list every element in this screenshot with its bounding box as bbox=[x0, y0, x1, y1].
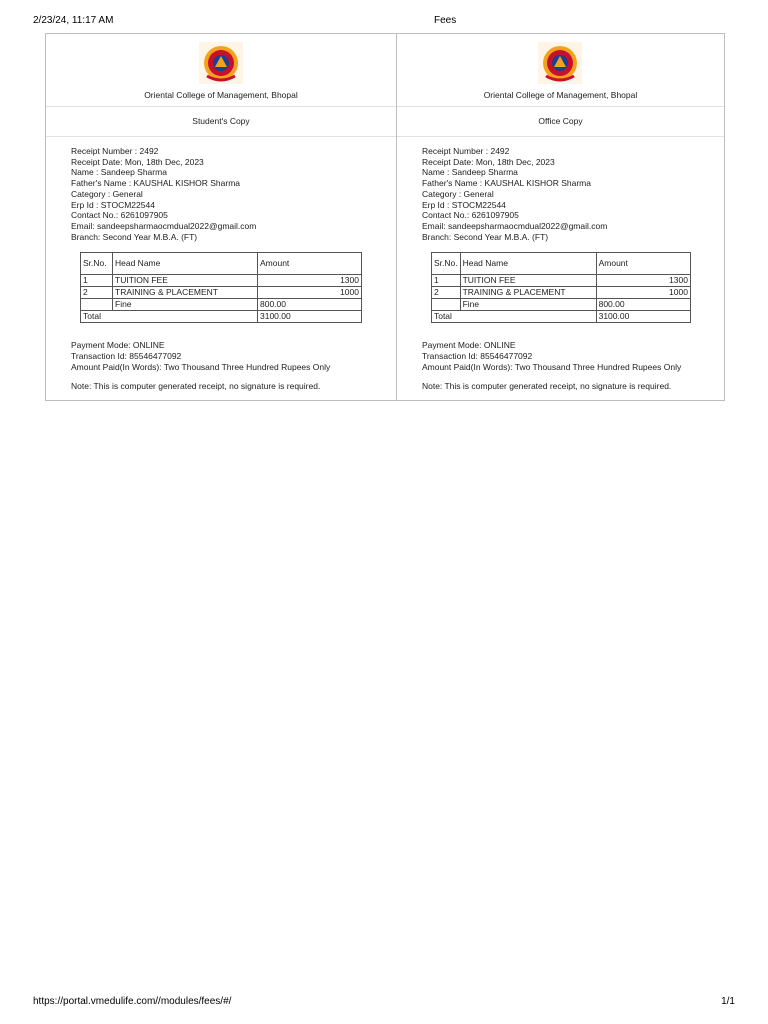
copy-label: Student's Copy bbox=[46, 106, 396, 137]
student-name: Name : Sandeep Sharma bbox=[71, 167, 167, 178]
branch: Branch: Second Year M.B.A. (FT) bbox=[421, 231, 549, 242]
print-title: Fees bbox=[434, 15, 457, 26]
print-datetime: 2/23/24, 11:17 AM bbox=[33, 15, 114, 26]
table-cell bbox=[431, 299, 460, 311]
table-cell: 800.00 bbox=[596, 299, 690, 311]
table-cell bbox=[81, 299, 113, 311]
page-number: 1/1 bbox=[721, 996, 735, 1007]
receipt-date: Receipt Date: Mon, 18th Dec, 2023 bbox=[421, 156, 555, 167]
column-header: Head Name bbox=[113, 253, 258, 275]
table-cell: 1000 bbox=[596, 287, 690, 299]
amount-in-words: Amount Paid(In Words): Two Thousand Three Hundred Rupees Only bbox=[71, 361, 331, 372]
copy-label: Office Copy bbox=[397, 106, 724, 137]
table-header-row bbox=[81, 253, 362, 275]
student-name: Name : Sandeep Sharma bbox=[421, 167, 518, 178]
table-cell: 2 bbox=[81, 287, 113, 299]
table-cell: 2 bbox=[431, 287, 460, 299]
column-header: Sr.No. bbox=[431, 253, 460, 275]
table-row bbox=[81, 275, 362, 287]
receipt-number: Receipt Number : 2492 bbox=[71, 146, 159, 156]
column-header: Amount bbox=[258, 253, 362, 275]
table-row bbox=[431, 311, 690, 323]
college-name: Oriental College of Management, Bhopal bbox=[483, 90, 638, 100]
receipt-details bbox=[46, 137, 396, 242]
table-cell: 1300 bbox=[258, 275, 362, 287]
table-cell: Total bbox=[431, 311, 596, 323]
payment-info bbox=[397, 340, 724, 372]
erp-id: Erp Id : STOCM22544 bbox=[421, 199, 506, 210]
receipt-details bbox=[397, 137, 724, 242]
table-row bbox=[431, 299, 690, 311]
table-row bbox=[431, 275, 690, 287]
column-header: Sr.No. bbox=[81, 253, 113, 275]
fee-table bbox=[80, 252, 362, 323]
father-name: Father's Name : KAUSHAL KISHOR Sharma bbox=[421, 178, 591, 189]
table-row bbox=[81, 287, 362, 299]
category: Category : General bbox=[421, 188, 494, 199]
amount-in-words: Amount Paid(In Words): Two Thousand Three Hundred Rupees Only bbox=[421, 361, 682, 372]
table-cell: 1 bbox=[431, 275, 460, 287]
table-row bbox=[81, 299, 362, 311]
fee-table bbox=[431, 252, 691, 323]
contact-number: Contact No.: 6261097905 bbox=[71, 210, 168, 221]
contact-number: Contact No.: 6261097905 bbox=[421, 210, 519, 221]
student-copy-receipt bbox=[46, 34, 396, 400]
column-header: Amount bbox=[596, 253, 690, 275]
category: Category : General bbox=[71, 188, 143, 199]
table-cell: Fine bbox=[113, 299, 258, 311]
email: Email: sandeepsharmaocmdual2022@gmail.com bbox=[421, 220, 608, 231]
college-name: Oriental College of Management, Bhopal bbox=[144, 90, 298, 100]
receipt-number: Receipt Number : 2492 bbox=[421, 146, 510, 156]
payment-mode: Payment Mode: ONLINE bbox=[71, 340, 165, 351]
table-cell: 3100.00 bbox=[258, 311, 362, 323]
erp-id: Erp Id : STOCM22544 bbox=[71, 199, 155, 210]
table-cell: TUITION FEE bbox=[460, 275, 596, 287]
receipts-container bbox=[45, 33, 725, 401]
table-cell: 1000 bbox=[258, 287, 362, 299]
receipt-note: Note: This is computer generated receipt, no signature is required. bbox=[421, 381, 672, 392]
table-row bbox=[81, 311, 362, 323]
table-cell: 1300 bbox=[596, 275, 690, 287]
transaction-id: Transaction Id: 85546477092 bbox=[71, 351, 182, 362]
father-name: Father's Name : KAUSHAL KISHOR Sharma bbox=[71, 178, 240, 189]
logo-wrap bbox=[397, 34, 724, 84]
table-cell: 800.00 bbox=[258, 299, 362, 311]
table-cell: TUITION FEE bbox=[113, 275, 258, 287]
payment-info bbox=[46, 340, 396, 372]
college-logo-icon bbox=[199, 42, 243, 84]
table-header-row bbox=[431, 253, 690, 275]
transaction-id: Transaction Id: 85546477092 bbox=[421, 351, 533, 362]
column-header: Head Name bbox=[460, 253, 596, 275]
branch: Branch: Second Year M.B.A. (FT) bbox=[71, 231, 198, 242]
table-cell: 1 bbox=[81, 275, 113, 287]
office-copy-receipt bbox=[396, 34, 724, 400]
table-row bbox=[431, 287, 690, 299]
receipt-note: Note: This is computer generated receipt, no signature is required. bbox=[71, 381, 321, 392]
table-cell: TRAINING & PLACEMENT bbox=[460, 287, 596, 299]
table-cell: Fine bbox=[460, 299, 596, 311]
table-cell: 3100.00 bbox=[596, 311, 690, 323]
receipt-date: Receipt Date: Mon, 18th Dec, 2023 bbox=[71, 156, 204, 167]
table-cell: Total bbox=[81, 311, 258, 323]
print-url: https://portal.vmedulife.com//modules/fees/#/ bbox=[33, 996, 232, 1007]
table-cell: TRAINING & PLACEMENT bbox=[113, 287, 258, 299]
logo-wrap bbox=[46, 34, 396, 84]
college-logo-icon bbox=[538, 42, 582, 84]
payment-mode: Payment Mode: ONLINE bbox=[421, 340, 516, 351]
email: Email: sandeepsharmaocmdual2022@gmail.com bbox=[71, 220, 257, 231]
